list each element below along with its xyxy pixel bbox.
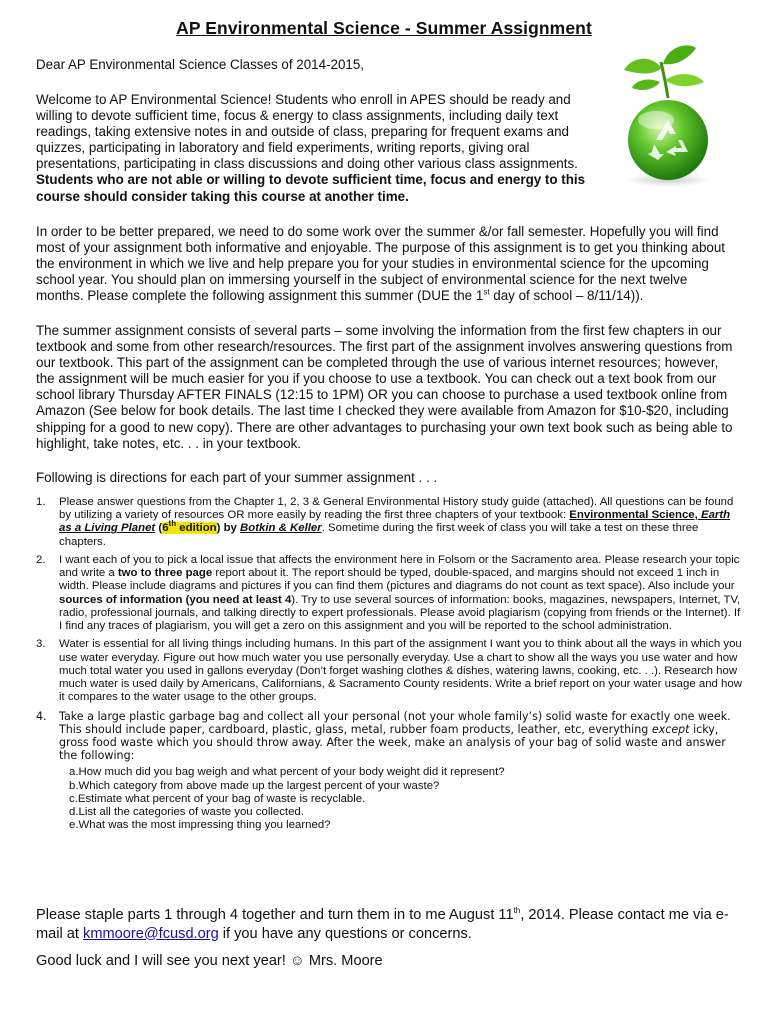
except-word: except [651, 722, 690, 736]
welcome-warning: Students who are not able or willing to devote sufficient time, focus and energy to this course should consider taking this course at another time. [36, 172, 586, 204]
recycle-globe-sprout-icon [606, 40, 736, 190]
list-item: d.List all the categories of waste you collected. [69, 806, 304, 819]
item-1-end: . Sometime during the first week of class you will take a test on these three chapters. [59, 522, 699, 548]
purpose-paragraph [36, 224, 738, 304]
welcome-lead: Welcome to AP Environmental Science! [36, 92, 276, 107]
salutation: Dear AP Environmental Science Classes of 2014-2015, [36, 57, 365, 72]
purpose-sup: st [483, 287, 490, 297]
signoff: Good luck and I will see you next year! ☺ Mrs. Moore [36, 953, 383, 969]
smiley-icon: ☺ [289, 953, 305, 969]
page-length: two to three page [117, 567, 213, 580]
assignment-item-1 [30, 496, 742, 549]
item-number: 4. [36, 709, 47, 723]
teacher-name: Mrs. Moore [304, 953, 383, 969]
assignment-item-3 [30, 638, 742, 704]
list-item: c.Estimate what percent of your bag of waste is recyclable. [69, 792, 366, 805]
closing-paragraph: Please staple parts 1 through 4 together and turn them in to me August 11th, 2014. Please contact me via e-mail at kmmoore@fcusd.org if you have any questions or concerns. [36, 906, 729, 942]
list-item: b.Which category from above made up the largest percent of your waste? [69, 779, 440, 792]
assignment-list [30, 496, 742, 838]
email-link[interactable]: kmmoore@fcusd.org [83, 925, 219, 942]
purpose-due: day of school – 8/11/14)). [489, 288, 644, 304]
book-title: Environmental Science, Earth as a Living Planet [59, 509, 731, 535]
textbook-paragraph: The summer assignment consists of several parts – some involving the information from the first few chapters in our textbook and some from other research/resources. The first part of the assignment involves answering questions from our textbook. This part of the assignment can be completed through the use of various internet resources; however, the assignment will be much easier for you if you choose to use a textbook. You can check out a text book from our school library Thursday AFTER FINALS (12:15 to 1PM) OR you can choose to purchase a used textbook online from Amazon (See below for book details. The last time I checked they were available from Amazon for $10-$20, including shipping for a good to new copy). There are other advantages to purchasing your own text book such as being able to highlight, take notes, etc. . . in your textbook. [36, 323, 733, 451]
assignment-item-2: 2. I want each of you to pick a local issue that affects the environment here in Folsom or the Sacramento area. Please research your topic and write a two to three page report about it. The report should be typed, double-spaced, and margins should not exceed 1 inch in width. Please include diagrams and pictures if you can find them (pictures and diagrams do not count as text space). Also include your sources of information (you need at least 4). Try to use several sources of information: books, magazines, newspapers, Internet, TV, radio, professional journals, and talking directly to expert professionals. Please avoid plagiarism (copying from friends or the Internet). If I find any traces of plagiarism, you will get a zero on this assignment and you will be reported to the school administration. [36, 554, 741, 633]
list-item: a.How much did you bag weigh and what percent of your body weight did it represent? [69, 766, 505, 779]
edition: (6th edition) by [155, 519, 241, 535]
page-title: AP Environmental Science - Summer Assignment [176, 18, 592, 38]
welcome-body: Students who enroll in APES should be ready and willing to devote sufficient time, focus & energy to class assignments, including daily text readings, taking extensive notes in and outside of class, preparing for frequent exams and quizzes, participating in laboratory and field experiments, writing reports, giving oral presentations, participating in class discussions and doing other various class assignments. [36, 92, 578, 172]
list-item: e.What was the most impressing thing you learned? [69, 819, 331, 832]
item-number: 2. [36, 554, 46, 566]
item-1-text: Please answer questions from the Chapter 1, 2, 3 & General Environmental History study guide (attached). All questions can be found by utilizing a variety of resources OR more easily by reading the first three chapters of your textbook: [59, 496, 734, 522]
item-3-text: Water is essential for all living things including humans. In this part of the assignment I want you to think about all the ways in which you use water everyday. Figure out how much water you use personally everyday. Use a chart to show all the ways you use water and how much total water you used in gallons everyday (Don’t forget washing clothes & dishes, watering lawns, cooking, etc. . .). Research how much water is used daily by Americans, Californians, & Sacramento County residents. Write a brief report on your water usage and how it compares to the water usage to the other groups. [59, 638, 742, 704]
directions-intro: Following is directions for each part of your summer assignment . . . [36, 470, 438, 485]
item-number: 1. [36, 496, 46, 508]
waste-questions [59, 766, 742, 832]
welcome-paragraph [36, 92, 602, 205]
book-authors: Botkin & Keller [240, 522, 322, 535]
purpose-text: In order to be better prepared, we need to do some work over the summer &/or fall semester. Hopefully you will find most of your assignment both informative and enjoyable. The purpose of this assignment is to get you thinking about the environment in which we live and help prepare you for your studies in environmental science for the upcoming school year. You should plan on immersing yourself in the subject of environmental science for the next twelve months. Please complete the following assignment this summer (DUE the 1 [36, 224, 726, 304]
sources-requirement: sources of information (you need at least 4 [59, 593, 292, 606]
item-number: 3. [36, 638, 46, 651]
assignment-item-4: 4. Take a large plastic garbage bag and collect all your personal (not your whole family’s) solid waste for exactly one week. This should include paper, cardboard, plastic, glass, metal, rubber foam products, leather, etc, everything except icky, gross food waste which you should throw away. After the week, make an analysis of your bag of solid waste and answer the following: a.How much did you bag weigh and what percent of your body weight did it represent? b.Which category from above made up the largest percent of your waste? c.Estimate what percent of your bag of waste is recyclable. d.List all the categories of waste you collected. e.What was the most impressing thing you learned? [30, 710, 742, 833]
